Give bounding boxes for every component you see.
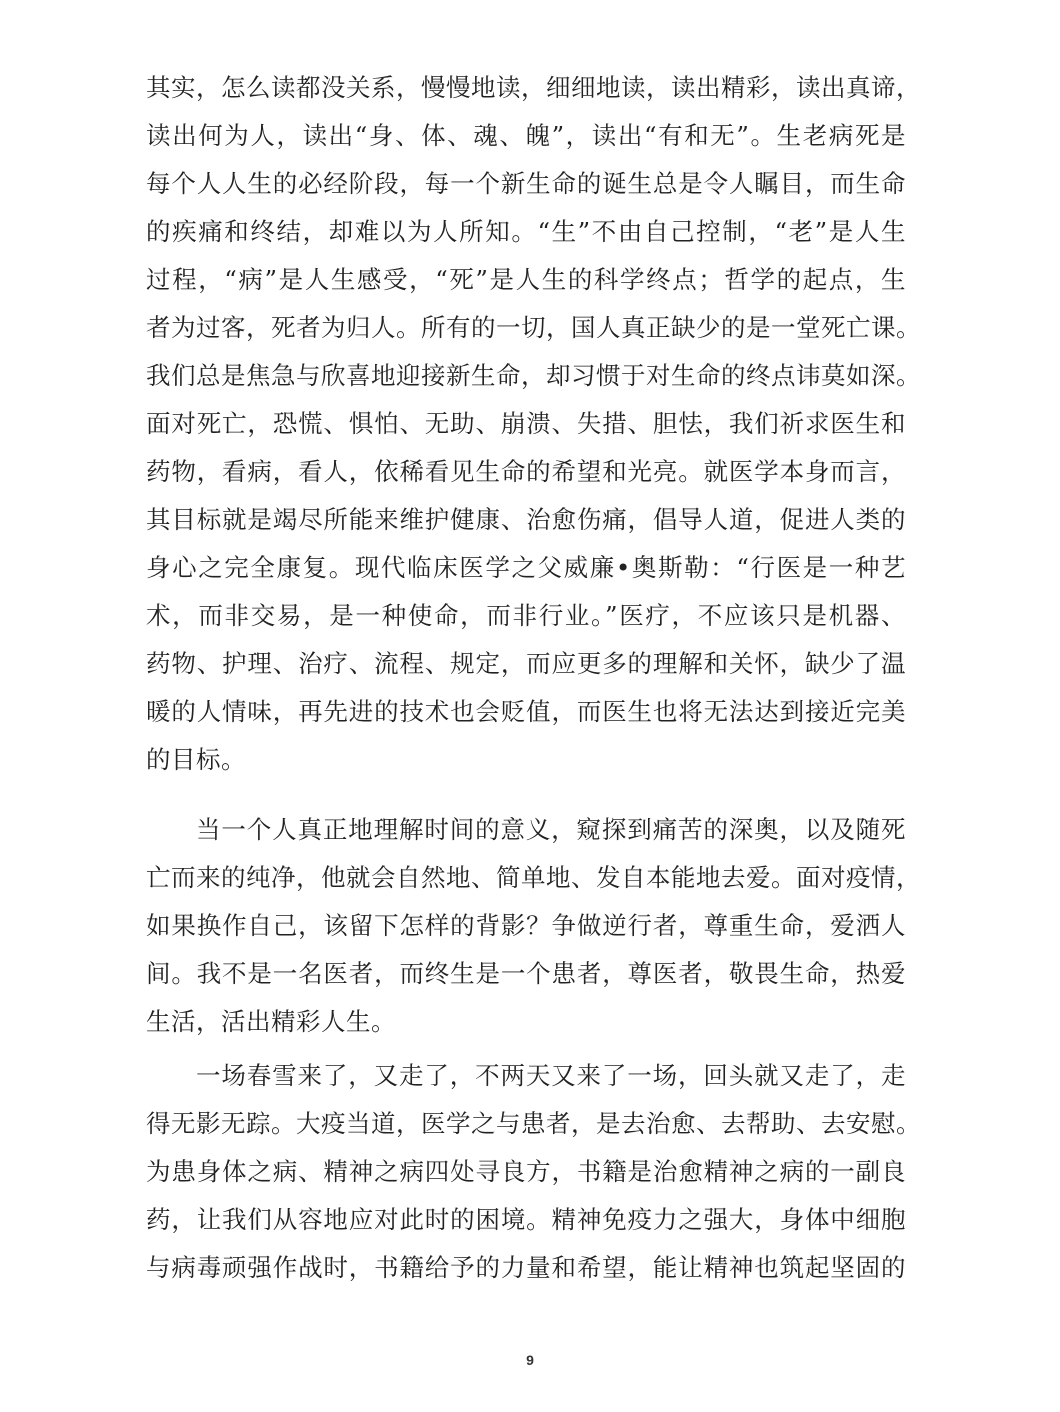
paragraph-line: 术，而非交易，是一种使命，而非行业。”医疗，不应该只是机器、 <box>146 601 906 630</box>
paragraph-line: 间。我不是一名医者，而终生是一个患者，尊医者，敬畏生命，热爱 <box>146 959 906 988</box>
paragraph-line: 身心之完全康复。现代临床医学之父威廉•奥斯勒：“行医是一种艺 <box>146 553 906 582</box>
paragraph-line: 药物、护理、治疗、流程、规定，而应更多的理解和关怀，缺少了温 <box>146 649 906 678</box>
paragraph-line: 每个人人生的必经阶段，每一个新生命的诞生总是令人瞩目，而生命 <box>146 169 906 198</box>
paragraph-line: 得无影无踪。大疫当道，医学之与患者，是去治愈、去帮助、去安慰。 <box>146 1109 921 1138</box>
paragraph-line: 过程，“病”是人生感受，“死”是人生的科学终点；哲学的起点，生 <box>146 265 906 294</box>
paragraph-line: 药，让我们从容地应对此时的困境。精神免疫力之强大，身体中细胞 <box>146 1205 906 1234</box>
paragraph-line: 如果换作自己，该留下怎样的背影？争做逆行者，尊重生命，爱洒人 <box>146 911 906 940</box>
paragraph-line: 的疾痛和终结，却难以为人所知。“生”不由自己控制，“老”是人生 <box>146 217 906 246</box>
paragraph-line: 读出何为人，读出“身、体、魂、魄”，读出“有和无”。生老病死是 <box>146 121 906 150</box>
paragraph-line: 与病毒顽强作战时，书籍给予的力量和希望，能让精神也筑起坚固的 <box>146 1253 906 1282</box>
paragraph-line: 面对死亡，恐慌、惧怕、无助、崩溃、失措、胆怯，我们祈求医生和 <box>146 409 906 438</box>
paragraph-line: 当一个人真正地理解时间的意义，窥探到痛苦的深奥，以及随死 <box>196 815 906 844</box>
paragraph-1 <box>146 64 921 784</box>
paragraph-line: 其实，怎么读都没关系，慢慢地读，细细地读，读出精彩，读出真谛， <box>146 73 921 102</box>
paragraph-3 <box>146 1052 921 1292</box>
page-number: 9 <box>526 1352 534 1368</box>
paragraph-line: 者为过客，死者为归人。所有的一切，国人真正缺少的是一堂死亡课。 <box>146 313 921 342</box>
paragraph-line: 其目标就是竭尽所能来维护健康、治愈伤痛，倡导人道，促进人类的 <box>146 505 906 534</box>
paragraph-line: 药物，看病，看人，依稀看见生命的希望和光亮。就医学本身而言， <box>146 457 906 486</box>
paragraph-line: 暖的人情味，再先进的技术也会贬值，而医生也将无法达到接近完美 <box>146 697 906 726</box>
paragraph-line: 生活，活出精彩人生。 <box>146 1007 396 1036</box>
paragraph-line: 亡而来的纯净，他就会自然地、简单地、发自本能地去爱。面对疫情， <box>146 863 921 892</box>
paragraph-line: 为患身体之病、精神之病四处寻良方，书籍是治愈精神之病的一副良 <box>146 1157 906 1186</box>
paragraph-2 <box>146 806 921 1046</box>
paragraph-line: 我们总是焦急与欣喜地迎接新生命，却习惯于对生命的终点讳莫如深。 <box>146 361 921 390</box>
paragraph-line: 一场春雪来了，又走了，不两天又来了一场，回头就又走了，走 <box>196 1061 906 1090</box>
paragraph-line: 的目标。 <box>146 745 246 774</box>
